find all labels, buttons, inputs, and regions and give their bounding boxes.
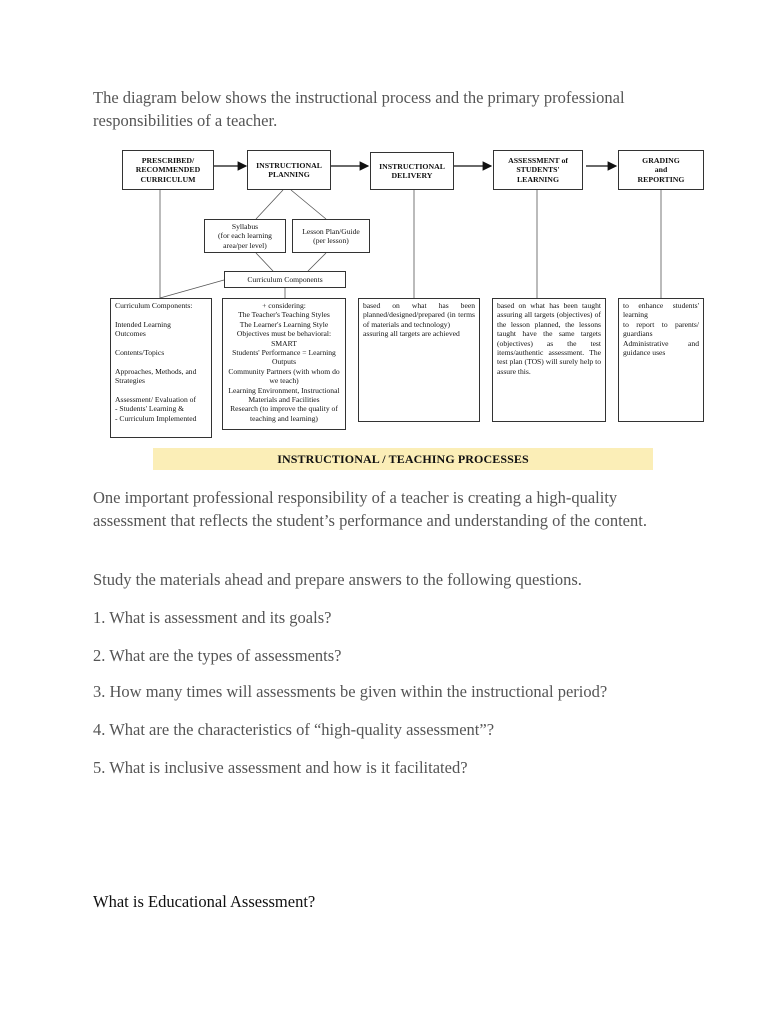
question-item: 1. What is assessment and its goals?	[93, 608, 332, 627]
paragraph-study: Study the materials ahead and prepare answers to the following questions.	[93, 570, 582, 589]
box-syllabus: Syllabus (for each learning area/per level)	[204, 219, 286, 253]
paragraph-responsibility: One important professional responsibility of a teacher is creating a high-quality assessment that reflects the student’s performance and understanding of the content.	[93, 488, 647, 530]
line-lessonplan-to-components	[308, 253, 326, 271]
question-item: 4. What are the characteristics of “high-quality assessment”?	[93, 720, 495, 739]
detail-delivery-notes: based on what has been planned/designed/prepared (in terms of materials and technology) assuring all targets are achieved	[358, 298, 480, 422]
detail-assessment-notes: based on what has been taught assuring all targets (objectives) of the lesson planned, the lessons taught have the same targets (objectives) as the test items/authentic assessment. The test plan (TOS) will surely help to assure this.	[492, 298, 606, 422]
box-assessment-of-learning: ASSESSMENT of STUDENTS' LEARNING	[493, 150, 583, 190]
box-instructional-planning: INSTRUCTIONAL PLANNING	[247, 150, 331, 190]
instructional-process-diagram	[108, 146, 708, 466]
box-instructional-delivery: INSTRUCTIONAL DELIVERY	[370, 152, 454, 190]
line-planning-to-lessonplan	[291, 190, 326, 219]
line-planning-to-syllabus	[256, 190, 283, 219]
detail-planning-considerations: + considering: The Teacher's Teaching Styles The Learner's Learning Style Objectives must be behavioral: SMART Students' Performance = Learning Outputs Community Partners (with whom do we teach) Learning Environment, Instructional Materials and Facilities Research (to improve the quality of teaching and learning)	[222, 298, 346, 430]
line-syllabus-to-components	[256, 253, 273, 271]
question-item: 5. What is inclusive assessment and how is it facilitated?	[93, 758, 468, 777]
detail-curriculum-components: Curriculum Components: Intended Learning Outcomes Contents/Topics Approaches, Methods, and Strategies Assessment/ Evaluation of - Students' Learning & - Curriculum Implemented	[110, 298, 212, 438]
line-components-to-curriculum-list	[160, 280, 224, 298]
box-lesson-plan: Lesson Plan/Guide (per lesson)	[292, 219, 370, 253]
box-curriculum-components: Curriculum Components	[224, 271, 346, 288]
question-item: 2. What are the types of assessments?	[93, 646, 342, 665]
section-heading: What is Educational Assessment?	[93, 892, 316, 911]
intro-paragraph: The diagram below shows the instructional process and the primary professional responsibilities of a teacher.	[93, 88, 625, 130]
box-grading-reporting: GRADING and REPORTING	[618, 150, 704, 190]
detail-grading-notes: to enhance students' learning to report to parents/ guardians Administrative and guidance uses	[618, 298, 704, 422]
question-item: 3. How many times will assessments be given within the instructional period?	[93, 682, 608, 701]
box-prescribed-curriculum: PRESCRIBED/ RECOMMENDED CURRICULUM	[122, 150, 214, 190]
diagram-banner: INSTRUCTIONAL / TEACHING PROCESSES	[153, 448, 653, 470]
